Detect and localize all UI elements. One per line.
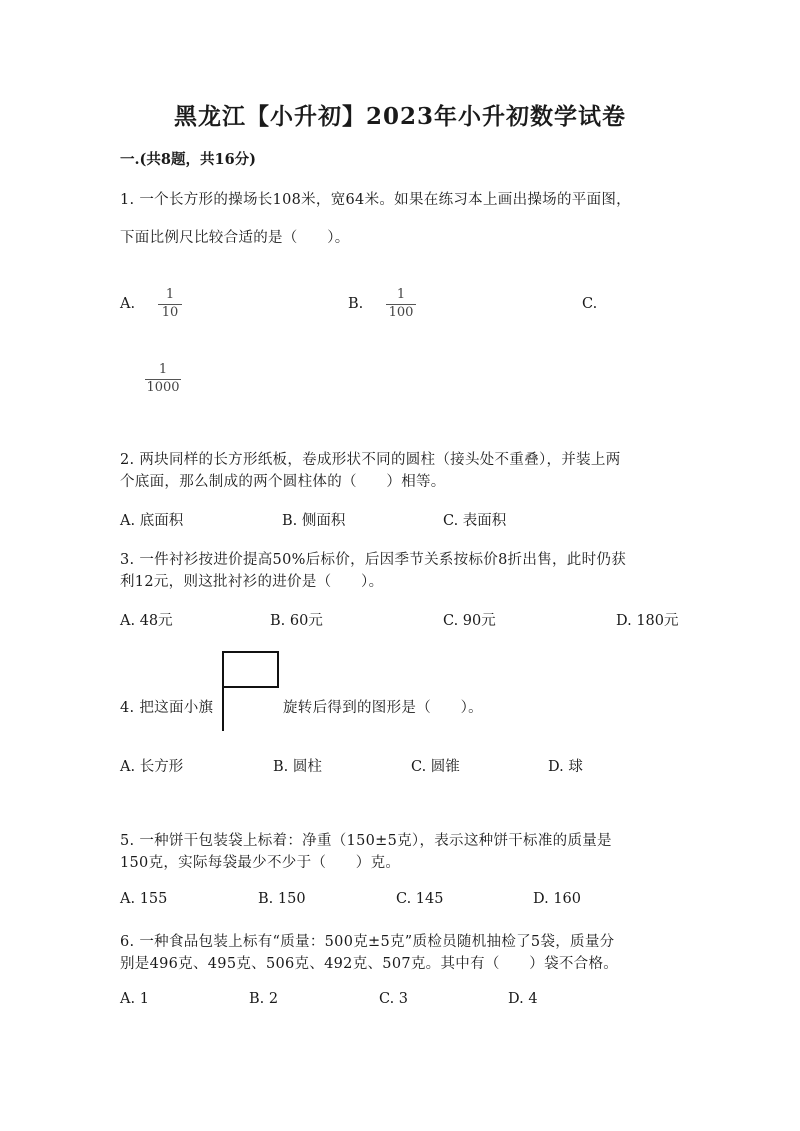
fraction-denominator: 1000 [146, 380, 180, 395]
question-5-line-1: 5. 一种饼干包装袋上标着：净重（150±5克），表示这种饼干标准的质量是 [120, 833, 612, 849]
question-3-option-d[interactable]: D. 180元 [616, 613, 679, 629]
fraction-numerator: 1 [396, 287, 406, 302]
fraction-numerator: 1 [158, 362, 168, 377]
question-5-option-d[interactable]: D. 160 [533, 891, 582, 907]
page-title: 黑龙江【小升初】2023年小升初数学试卷 [173, 103, 626, 130]
question-2-line-2: 个底面，那么制成的两个圆柱体的（ ）相等。 [120, 474, 446, 490]
question-2-option-b[interactable]: B. 侧面积 [282, 513, 346, 529]
question-1-line-1: 1. 一个长方形的操场长108米，宽64米。如果在练习本上画出操场的平面图， [120, 192, 631, 208]
question-4-option-b[interactable]: B. 圆柱 [273, 759, 322, 775]
section-heading: 一.(共8题，共16分) [120, 151, 257, 168]
question-3-option-c[interactable]: C. 90元 [443, 613, 496, 629]
question-4-text-right: 旋转后得到的图形是（ ）。 [283, 700, 483, 716]
question-2-line-1: 2. 两块同样的长方形纸板，卷成形状不同的圆柱（接头处不重叠），并装上两 [120, 452, 621, 468]
question-6-line-1: 6. 一种食品包装上标有“质量：500克±5克”质检员随机抽检了5袋，质量分 [120, 934, 615, 950]
question-1-option-c-fraction[interactable] [145, 363, 181, 395]
question-6-option-d[interactable]: D. 4 [508, 991, 538, 1007]
question-5-option-b[interactable]: B. 150 [258, 891, 306, 907]
question-2-option-a[interactable]: A. 底面积 [120, 513, 184, 529]
question-1-option-c-label[interactable]: C. [582, 296, 598, 312]
question-3-option-b[interactable]: B. 60元 [270, 613, 323, 629]
question-3-line-2: 利12元，则这批衬衫的进价是（ ）。 [120, 574, 384, 590]
question-6-option-c[interactable]: C. 3 [379, 991, 409, 1007]
question-4-option-a[interactable]: A. 长方形 [120, 759, 184, 775]
flag-figure [222, 651, 280, 731]
question-4-text-left: 4. 把这面小旗 [120, 700, 214, 716]
question-4-option-d[interactable]: D. 球 [548, 759, 583, 775]
question-5-line-2: 150克，实际每袋最少不少于（ ）克。 [120, 855, 401, 871]
fraction-denominator: 10 [161, 305, 179, 320]
fraction-numerator: 1 [165, 287, 175, 302]
question-2-option-c[interactable]: C. 表面积 [443, 513, 507, 529]
question-6-line-2: 别是496克、495克、506克、492克、507克。其中有（ ）袋不合格。 [120, 956, 619, 972]
question-5-option-a[interactable]: A. 155 [120, 891, 168, 907]
question-1-option-a-fraction[interactable] [158, 288, 182, 320]
question-3-line-1: 3. 一件衬衫按进价提高50%后标价，后因季节关系按标价8折出售，此时仍获 [120, 552, 626, 568]
question-1-option-b-label[interactable]: B. [348, 296, 364, 312]
question-1-option-a-label[interactable]: A. [120, 296, 136, 312]
question-5-option-c[interactable]: C. 145 [396, 891, 444, 907]
question-4-option-c[interactable]: C. 圆锥 [411, 759, 460, 775]
question-1-option-b-fraction[interactable] [386, 288, 416, 320]
question-3-option-a[interactable]: A. 48元 [120, 613, 173, 629]
question-1-line-2: 下面比例尺比较合适的是（ ）。 [120, 230, 350, 246]
fraction-denominator: 100 [388, 305, 414, 320]
question-6-option-b[interactable]: B. 2 [249, 991, 279, 1007]
question-6-option-a[interactable]: A. 1 [120, 991, 149, 1007]
